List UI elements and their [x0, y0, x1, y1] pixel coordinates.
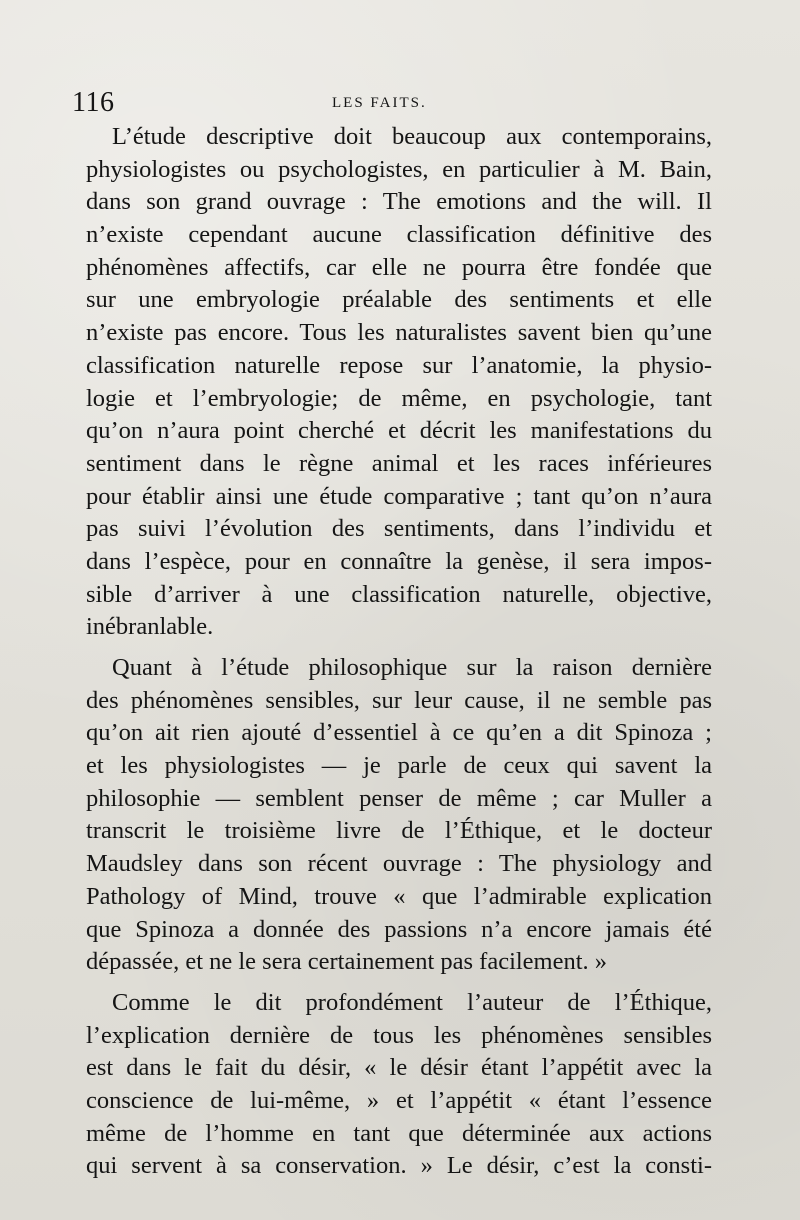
body-text: [86, 121, 712, 1183]
text-line: Comme le dit profondément l’auteur de l’Éthique,: [112, 988, 712, 1016]
paragraph: [86, 121, 712, 644]
text-line: L’étude descriptive doit beaucoup aux contemporains,: [112, 123, 712, 150]
paragraph-gap: [86, 644, 712, 652]
text-line: est dans le fait du désir, « le désir étant l’appétit avec la: [86, 1054, 712, 1082]
paragraph: [86, 987, 712, 1183]
page-number: 116: [72, 87, 115, 118]
text-line: phénomènes affectifs, car elle ne pourra être fondée que: [86, 253, 712, 281]
text-line: l’explication dernière de tous les phénomènes sensibles: [86, 1021, 712, 1049]
text-line: dans son grand ouvrage : The emotions and the will. Il: [86, 188, 712, 216]
text-line: des phénomènes sensibles, sur leur cause, il ne semble pas: [86, 686, 712, 714]
running-head: LES FAITS.: [332, 95, 427, 111]
text-line: inébranlable.: [86, 613, 214, 641]
text-line: pour établir ainsi une étude comparative ; tant qu’on n’aura: [86, 482, 712, 510]
text-line: dépassée, et ne le sera certainement pas facilement. »: [86, 948, 608, 976]
text-line: et les physiologistes — je parle de ceux qui savent la: [86, 752, 712, 780]
text-line: sur une embryologie préalable des sentiments et elle: [86, 286, 712, 314]
text-line: qu’on ait rien ajouté d’essentiel à ce qu’en a dit Spinoza ;: [86, 719, 712, 747]
paragraph: [86, 652, 712, 979]
text-line: transcrit le troisième livre de l’Éthique, et le docteur: [86, 817, 712, 845]
page-header: [72, 88, 712, 118]
text-line: Quant à l’étude philosophique sur la raison dernière: [112, 654, 712, 681]
text-line: même de l’homme en tant que déterminée aux actions: [86, 1119, 712, 1147]
text-line: dans l’espèce, pour en connaître la genèse, il sera impos-: [86, 547, 712, 575]
text-line: classification naturelle repose sur l’anatomie, la physio-: [86, 351, 712, 379]
text-line: conscience de lui-même, » et l’appétit « étant l’essence: [86, 1086, 712, 1114]
text-line: Maudsley dans son récent ouvrage : The physiology and: [86, 850, 712, 878]
text-line: logie et l’embryologie; de même, en psychologie, tant: [86, 384, 712, 412]
text-line: pas suivi l’évolution des sentiments, dans l’individu et: [86, 515, 712, 543]
text-line: Pathology of Mind, trouve « que l’admirable explication: [86, 882, 712, 910]
text-line: philosophie — semblent penser de même ; car Muller a: [86, 784, 712, 812]
text-line: n’existe pas encore. Tous les naturalistes savent bien qu’une: [86, 319, 712, 347]
paragraph-gap: [86, 979, 712, 987]
text-line: sentiment dans le règne animal et les races inférieures: [86, 449, 712, 477]
text-line: sible d’arriver à une classification naturelle, objective,: [86, 580, 712, 608]
text-line: qu’on n’aura point cherché et décrit les manifestations du: [86, 417, 712, 445]
text-line: qui servent à sa conservation. » Le désir, c’est la consti-: [86, 1152, 712, 1180]
text-line: physiologistes ou psychologistes, en particulier à M. Bain,: [86, 155, 712, 183]
text-line: que Spinoza a donnée des passions n’a encore jamais été: [86, 915, 712, 943]
text-line: n’existe cependant aucune classification définitive des: [86, 221, 712, 249]
